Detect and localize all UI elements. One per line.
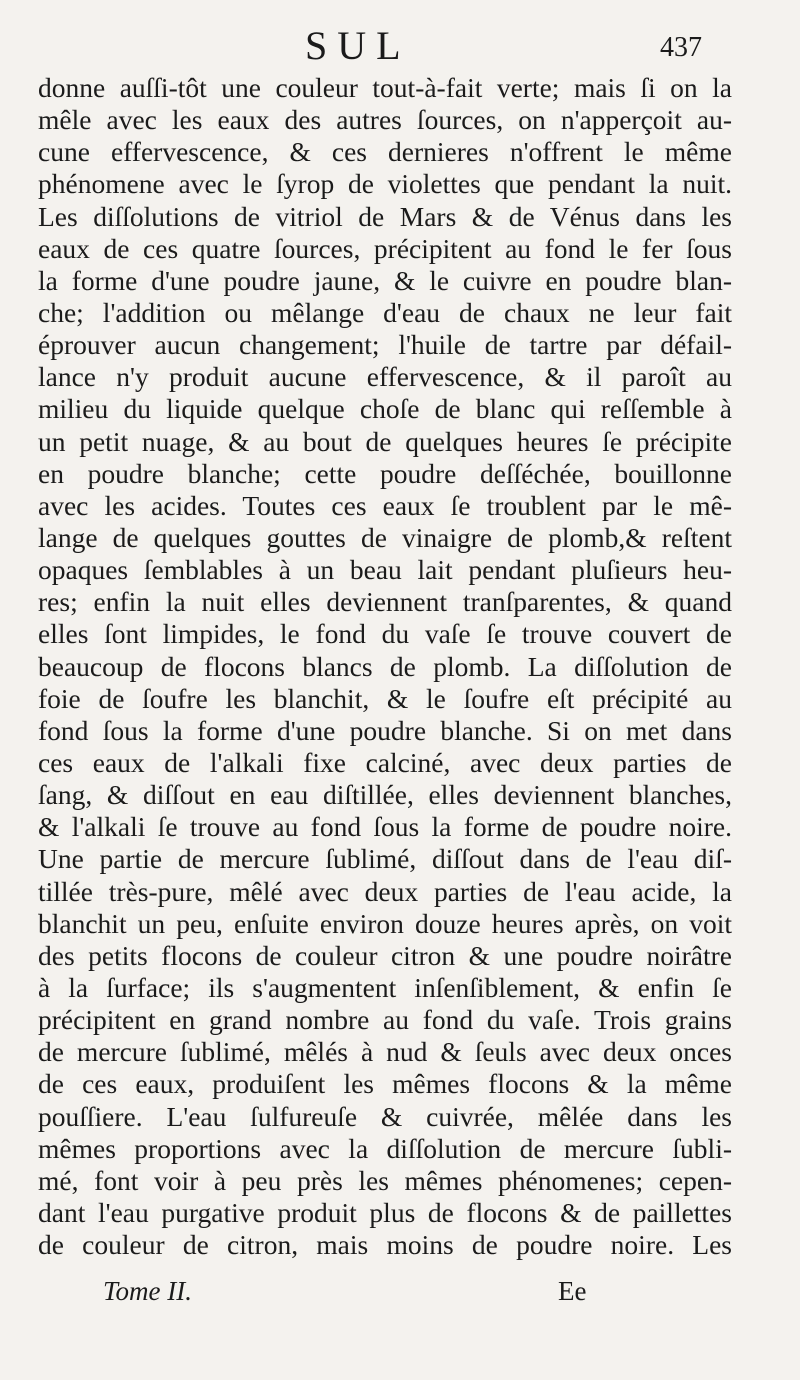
running-head-title: SUL: [305, 23, 411, 68]
text-line: des petits flocons de couleur citron & une poudre noirâtre: [38, 939, 732, 971]
body-text: [38, 72, 732, 1261]
text-line: la forme d'une poudre jaune, & le cuivre en poudre blan-: [38, 264, 732, 296]
text-line: opaques ſemblables à un beau lait pendant pluſieurs heu-: [38, 554, 732, 586]
text-line: précipitent en grand nombre au fond du vaſe. Trois grains: [38, 1004, 732, 1036]
page-number: 437: [660, 32, 702, 63]
text-line: mêle avec les eaux des autres ſources, on n'apperçoit au-: [38, 104, 732, 136]
signature-mark: Ee: [558, 1276, 587, 1306]
text-line: pouſſiere. L'eau ſulfureuſe & cuivrée, mêlée dans les: [38, 1100, 732, 1132]
text-line: en poudre blanche; cette poudre deſſéchée, bouillonne: [38, 457, 732, 489]
text-line: fond ſous la forme d'une poudre blanche. Si on met dans: [38, 714, 732, 746]
text-line: phénomene avec le ſyrop de violettes que pendant la nuit.: [38, 168, 732, 200]
text-line: dant l'eau purgative produit plus de flocons & de paillettes: [38, 1196, 732, 1228]
text-line: & l'alkali ſe trouve au fond ſous la forme de poudre noire.: [38, 811, 732, 843]
text-line: de mercure ſublimé, mêlés à nud & ſeuls avec deux onces: [38, 1036, 732, 1068]
text-line: elles ſont limpides, le fond du vaſe ſe trouve couvert de: [38, 618, 732, 650]
text-line: de couleur de citron, mais moins de poudre noire. Les: [38, 1229, 732, 1261]
text-line: cune effervescence, & ces dernieres n'offrent le même: [38, 136, 732, 168]
text-line: ces eaux de l'alkali fixe calciné, avec deux parties de: [38, 746, 732, 778]
text-line: éprouver aucun changement; l'huile de tartre par défail-: [38, 329, 732, 361]
text-line: blanchit un peu, enſuite environ douze heures après, on voit: [38, 907, 732, 939]
text-line: res; enfin la nuit elles deviennent tranſparentes, & quand: [38, 586, 732, 618]
text-line: eaux de ces quatre ſources, précipitent au fond le fer ſous: [38, 232, 732, 264]
page-footer: [0, 1276, 800, 1316]
text-line: Une partie de mercure ſublimé, diſſout dans de l'eau diſ-: [38, 843, 732, 875]
volume-mark: Tome II.: [103, 1276, 193, 1306]
text-line: de ces eaux, produiſent les mêmes flocons & la même: [38, 1068, 732, 1100]
text-line: ſang, & diſſout en eau diſtillée, elles deviennent blanches,: [38, 779, 732, 811]
running-head: [0, 22, 800, 68]
text-line: avec les acides. Toutes ces eaux ſe troublent par le mê-: [38, 489, 732, 521]
text-line: mêmes proportions avec la diſſolution de mercure ſubli-: [38, 1132, 732, 1164]
text-line: à la ſurface; ils s'augmentent inſenſiblement, & enfin ſe: [38, 971, 732, 1003]
text-line: tillée très-pure, mêlé avec deux parties de l'eau acide, la: [38, 875, 732, 907]
text-line: foie de ſoufre les blanchit, & le ſoufre eſt précipité au: [38, 682, 732, 714]
text-line: donne auſſi-tôt une couleur tout-à-fait verte; mais ſi on la: [38, 72, 732, 103]
text-line: beaucoup de flocons blancs de plomb. La diſſolution de: [38, 650, 732, 682]
text-line: Les diſſolutions de vitriol de Mars & de Vénus dans les: [38, 200, 732, 232]
text-line: milieu du liquide quelque choſe de blanc qui reſſemble à: [38, 393, 732, 425]
text-line: lance n'y produit aucune effervescence, & il paroît au: [38, 361, 732, 393]
text-line: che; l'addition ou mêlange d'eau de chaux ne leur fait: [38, 296, 732, 328]
text-line: un petit nuage, & au bout de quelques heures ſe précipite: [38, 425, 732, 457]
text-line: mé, font voir à peu près les mêmes phénomenes; cepen-: [38, 1164, 732, 1196]
text-line: lange de quelques gouttes de vinaigre de plomb,& reſtent: [38, 521, 732, 553]
